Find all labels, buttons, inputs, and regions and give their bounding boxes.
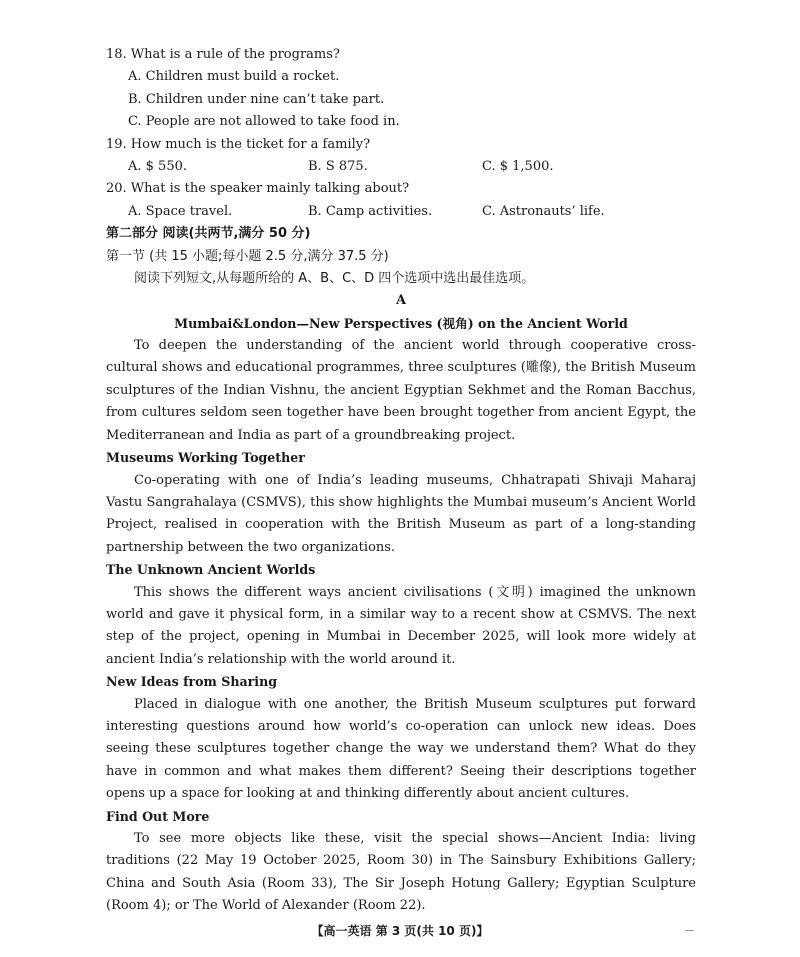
section-one-heading: 第一节 (共 15 小题;每小题 2.5 分,满分 37.5 分) [106, 248, 389, 264]
question-19-options [106, 156, 696, 178]
question-19-stem: 19. How much is the ticket for a family? [106, 136, 371, 152]
question-19-option-a: A. $ 550. [128, 158, 188, 174]
section-heading-unknown-worlds: The Unknown Ancient Worlds [106, 562, 316, 578]
section-heading-new-ideas: New Ideas from Sharing [106, 674, 278, 690]
question-19-option-b: B. S 875. [308, 158, 368, 174]
passage-title: Mumbai&London—New Perspectives (视角) on the Ancient World [174, 315, 628, 331]
section-heading-museums: Museums Working Together [106, 450, 305, 466]
question-20-option-a: A. Space travel. [128, 203, 233, 219]
question-18-option-a: A. Children must build a rocket. [128, 69, 340, 85]
question-18-option-c: C. People are not allowed to take food in. [128, 114, 400, 130]
reading-instruction: 阅读下列短文,从每题所给的 A、B、C、D 四个选项中选出最佳选项。 [134, 270, 535, 286]
question-18-option-b: B. Children under nine can’t take part. [128, 91, 385, 107]
question-20-option-c: C. Astronauts’ life. [482, 203, 605, 219]
passage-letter: A [395, 293, 407, 309]
page-content [106, 44, 696, 918]
section-paragraph-new-ideas: Placed in dialogue with one another, the British Museum sculptures put forward interesting questions around how world’s co-operation can unlock new ideas. Does seeing these sculptures together change the way we understand them? What do they have in common and what makes them different? Seeing their descriptions together opens up a space for looking at and thinking differently about ancient cultures. [106, 696, 696, 802]
question-20-option-b: B. Camp activities. [308, 203, 433, 219]
question-19-option-c: C. $ 1,500. [482, 158, 554, 174]
corner-mark: — [685, 926, 694, 936]
question-18-stem: 18. What is a rule of the programs? [106, 47, 340, 62]
question-20-stem: 20. What is the speaker mainly talking about? [106, 181, 410, 197]
section-heading-find-out-more: Find Out More [106, 808, 210, 824]
section-paragraph-museums: Co-operating with one of India’s leading museums, Chhatrapati Shivaji Maharaj Vastu Sangrahalaya (CSMVS), this show highlights the Mumbai museum’s Ancient World Project, realised in cooperation with the British Museum as part of a long-standing partnership between the two organizations. [106, 472, 696, 555]
intro-paragraph: To deepen the understanding of the ancient world through cooperative cross-cultural shows and educational programmes, three sculptures (雕像), the British Museum sculptures of the Indian Vishnu, the ancient Egyptian Sekhmet and the Roman Bacchus, from cultures seldom seen together have been brought together from ancient Egypt, the Mediterranean and India as part of a groundbreaking project. [106, 338, 696, 443]
part-two-heading: 第二部分 阅读(共两节,满分 50 分) [106, 226, 311, 242]
question-20-options [106, 201, 696, 223]
section-paragraph-find-out-more: To see more objects like these, visit the special shows—Ancient India: living traditions (22 May 19 October 2025, Room 30) in The Sainsbury Exhibitions Gallery; China and South Asia (Room 33), The Sir Joseph Hotung Gallery; Egyptian Sculpture (Room 4); or The World of Alexander (Room 22). [106, 830, 696, 914]
page-footer: 【高一英语 第 3 页(共 10 页)】 [311, 924, 489, 938]
section-paragraph-unknown-worlds: This shows the different ways ancient civilisations (文明) imagined the unknown world and gave it physical form, in a similar way to a recent show at CSMVS. The next step of the project, opening in Mumbai in December 2025, will look more widely at ancient India’s relationship with the world around it. [106, 584, 696, 667]
